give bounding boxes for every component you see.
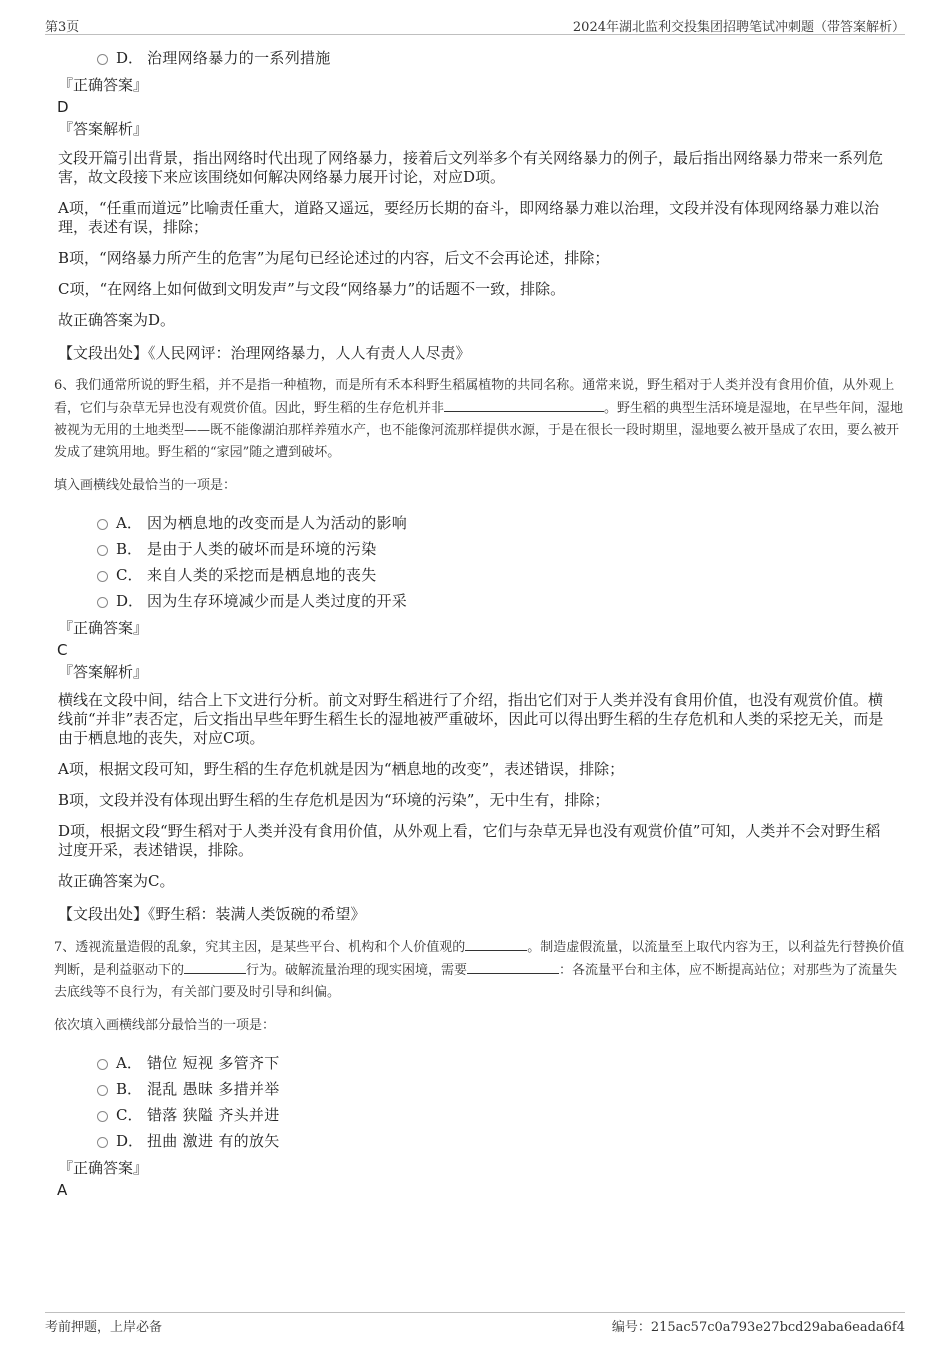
radio-icon[interactable] bbox=[97, 597, 108, 608]
q7-option-a[interactable]: A． 错位 短视 多管齐下 bbox=[97, 1049, 905, 1075]
radio-icon[interactable] bbox=[97, 545, 108, 556]
q6-option-b[interactable]: B． 是由于人类的破坏而是环境的污染 bbox=[97, 535, 905, 561]
fill-blank bbox=[444, 397, 604, 412]
q7-option-d[interactable]: D． 扭曲 激进 有的放矢 bbox=[97, 1127, 905, 1153]
radio-icon[interactable] bbox=[97, 571, 108, 582]
answer-label: 『正确答案』 bbox=[58, 1159, 149, 1177]
analysis-paragraph: B项，“网络暴力所产生的危害”为尾句已经论述过的内容，后文不会再论述，排除； bbox=[58, 249, 610, 267]
analysis-label: 『答案解析』 bbox=[58, 120, 149, 138]
page-content bbox=[45, 44, 905, 1201]
analysis-paragraph: 横线在文段中间，结合上下文进行分析。前文对野生稻进行了介绍，指出它们对于人类并没有食用价值，也没有观赏价值。横线前“并非”表否定，后文指出早些年野生稻生长的湿地被严重破坏，因此可以得出野生稻的生存危机和人类的采挖无关，而是由于栖息地的丧失，对应C项。 bbox=[58, 691, 884, 747]
radio-icon[interactable] bbox=[97, 1137, 108, 1148]
footer-slogan: 考前押题，上岸必备 bbox=[45, 1320, 163, 1335]
document-code: 编号：215ac57c0a793e27bcd29aba6eada6f4 bbox=[611, 1320, 905, 1335]
analysis-paragraph: 故正确答案为C。 bbox=[58, 872, 175, 890]
radio-icon[interactable] bbox=[97, 1059, 108, 1070]
q6-options bbox=[97, 509, 905, 613]
page-header bbox=[45, 14, 905, 35]
analysis-paragraph: 故正确答案为D。 bbox=[58, 311, 176, 329]
radio-icon[interactable] bbox=[97, 1111, 108, 1122]
analysis-paragraph: A项，“任重而道远”比喻责任重大，道路又遥远，要经历长期的奋斗，即网络暴力难以治理，文段并没有体现网络暴力难以治理，表述有误，排除； bbox=[58, 199, 880, 236]
passage-source: 【文段出处】《野生稻：装满人类饭碗的希望》 bbox=[58, 905, 366, 923]
analysis-paragraph: C项，“在网络上如何做到文明发声”与文段“网络暴力”的话题不一致，排除。 bbox=[58, 280, 566, 298]
analysis-paragraph: 文段开篇引出背景，指出网络时代出现了网络暴力，接着后文列举多个有关网络暴力的例子，最后指出网络暴力带来一系列危害，故文段接下来应该围绕如何解决网络暴力展开讨论，对应D项。 bbox=[58, 149, 884, 186]
q5-option-d[interactable]: D． 治理网络暴力的一系列措施 bbox=[97, 44, 905, 70]
q6-option-d[interactable]: D． 因为生存环境减少而是人类过度的开采 bbox=[97, 587, 905, 613]
fill-blank bbox=[465, 936, 527, 951]
fill-blank bbox=[467, 959, 559, 974]
radio-icon[interactable] bbox=[97, 54, 108, 65]
radio-icon[interactable] bbox=[97, 1085, 108, 1096]
page-number: 第3页 bbox=[45, 20, 80, 35]
analysis-paragraph: A项，根据文段可知，野生稻的生存危机就是因为“栖息地的改变”，表述错误，排除； bbox=[58, 760, 625, 778]
question-prompt: 填入画横线处最恰当的一项是： bbox=[54, 478, 237, 493]
analysis-paragraph: D项，根据文段“野生稻对于人类并没有食用价值，从外观上看，它们与杂草无异也没有观赏价值”可知，人类并不会对野生稻过度开采，表述错误，排除。 bbox=[58, 822, 881, 859]
question-stem: 6、我们通常所说的野生稻，并不是指一种植物，而是所有禾本科野生稻属植物的共同名称。通常来说，野生稻对于人类并没有食用价值，从外观上看，它们与杂草无异也没有观赏价值。因此，野生稻的生存危机并非 。野生稻的典型生活环境是湿地，在早些年间，湿地被视为无用的土地类型——既不能像湖泊那样养殖水产，也不能像河流那样提供水源，于是在很长一段时期里，湿地要么被开垦成了农田，要么被开发成了建筑用地。野生稻的“家园”随之遭到破坏。 bbox=[54, 378, 904, 460]
correct-answer: D bbox=[57, 98, 69, 116]
analysis-paragraph: B项，文段并没有体现出野生稻的生存危机是因为“环境的污染”，无中生有，排除； bbox=[58, 791, 610, 809]
fill-blank bbox=[184, 959, 246, 974]
page-footer bbox=[45, 1312, 905, 1333]
question-prompt: 依次填入画横线部分最恰当的一项是： bbox=[54, 1018, 276, 1033]
q6-option-a[interactable]: A． 因为栖息地的改变而是人为活动的影响 bbox=[97, 509, 905, 535]
correct-answer: A bbox=[57, 1181, 68, 1199]
answer-label: 『正确答案』 bbox=[58, 619, 149, 637]
radio-icon[interactable] bbox=[97, 519, 108, 530]
answer-label: 『正确答案』 bbox=[58, 76, 149, 94]
passage-source: 【文段出处】《人民网评：治理网络暴力，人人有责人人尽责》 bbox=[58, 344, 471, 362]
q7-options bbox=[97, 1049, 905, 1153]
analysis-label: 『答案解析』 bbox=[58, 663, 149, 681]
q5-options bbox=[97, 44, 905, 70]
q7-option-b[interactable]: B． 混乱 愚昧 多措并举 bbox=[97, 1075, 905, 1101]
question-stem: 7、透视流量造假的乱象，究其主因，是某些平台、机构和个人价值观的 。制造虚假流量，以流量至上取代内容为王，以利益先行替换价值判断，是利益驱动下的 行为。破解流量治理的现实困境，需要 ：各流量平台和主体，应不断提高站位；对那些为了流量失去底线等不良行为，有关部门要及时引导和纠偏。 bbox=[54, 936, 905, 1004]
q6-option-c[interactable]: C． 来自人类的采挖而是栖息地的丧失 bbox=[97, 561, 905, 587]
document-title: 2024年湖北监利交投集团招聘笔试冲刺题（带答案解析） bbox=[572, 20, 905, 35]
correct-answer: C bbox=[57, 641, 68, 659]
q7-option-c[interactable]: C． 错落 狭隘 齐头并进 bbox=[97, 1101, 905, 1127]
